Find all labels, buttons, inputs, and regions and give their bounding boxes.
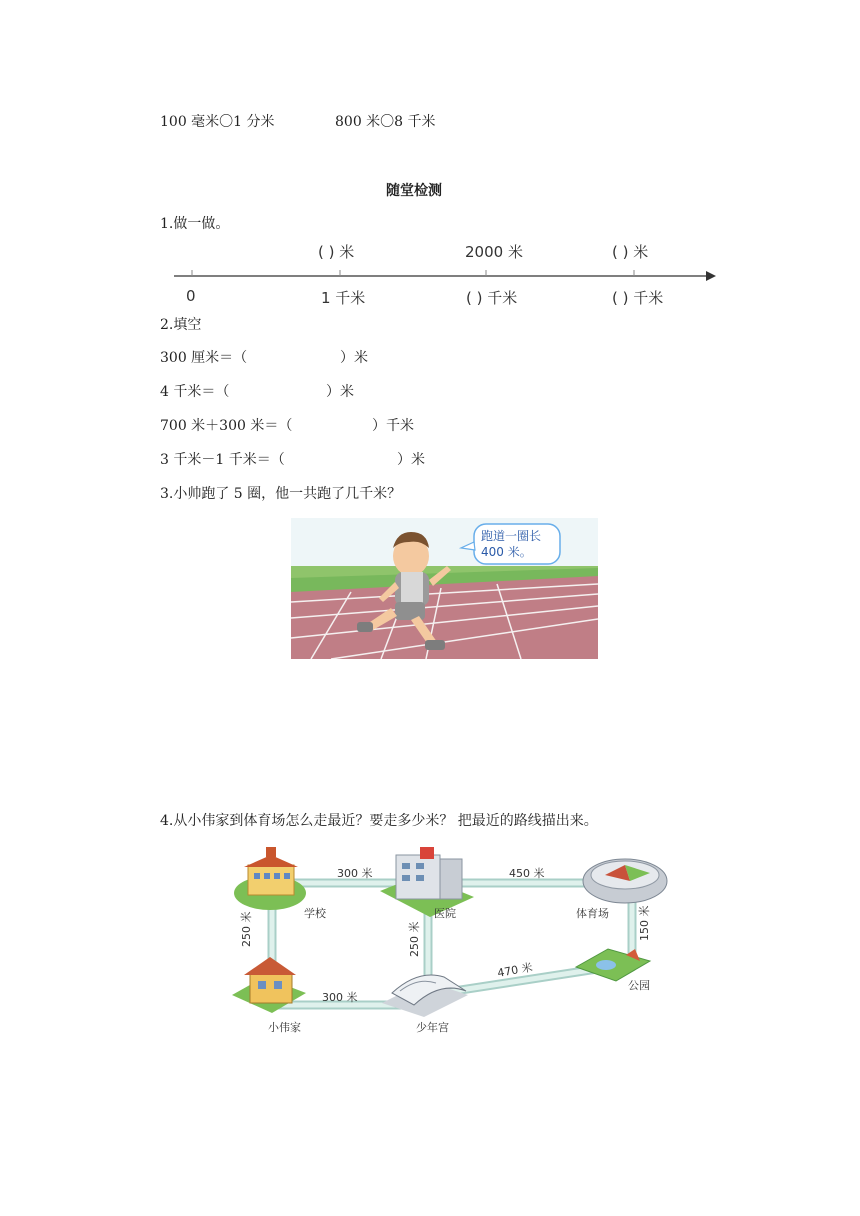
number-line	[170, 266, 720, 286]
youth-palace-building	[382, 975, 468, 1017]
q1-zero: 0	[186, 287, 196, 305]
place-hospital: 医院	[434, 907, 456, 920]
distance-hospital-palace: 250 米	[408, 921, 421, 957]
section-title: 随堂检测	[386, 183, 442, 199]
distance-home-palace: 300 米	[322, 991, 358, 1004]
q2-line-3-suffix: ）千米	[372, 418, 414, 434]
place-park: 公园	[628, 979, 650, 992]
q1-label: 1.做一做。	[160, 216, 230, 232]
distance-hospital-stadium: 450 米	[509, 867, 545, 880]
speech-bubble-line-2: 400 米。	[481, 545, 532, 559]
q2-line-2-prefix: 4 千米＝（	[160, 384, 230, 400]
q2-line-1-prefix: 300 厘米＝（	[160, 350, 248, 366]
distance-stadium-park: 150 米	[638, 905, 651, 941]
q1-one-km: 1 千米	[321, 289, 366, 307]
q2-line-1-suffix: ）米	[340, 350, 368, 366]
distance-school-hospital: 300 米	[337, 867, 373, 880]
q2-line-4-suffix: ）米	[397, 452, 425, 468]
q2-label: 2.填空	[160, 317, 202, 333]
place-home: 小伟家	[268, 1021, 301, 1034]
stadium-building	[583, 859, 667, 903]
place-palace: 少年宫	[416, 1021, 449, 1034]
distance-school-home: 250 米	[240, 911, 253, 947]
q1-top-value: 2000 米	[465, 243, 523, 261]
running-track-illustration	[291, 518, 598, 659]
compare-item-2: 800 米〇8 千米	[335, 114, 436, 130]
q2-line-2-suffix: ）米	[326, 384, 354, 400]
q4-label: 4.从小伟家到体育场怎么走最近？要走多少米？ 把最近的路线描出来。	[160, 813, 598, 829]
q3-label: 3.小帅跑了 5 圈，他一共跑了几千米？	[160, 486, 402, 502]
q1-top-blank-2: ( ) 米	[612, 243, 649, 261]
q1-bottom-blank-2: ( ) 千米	[612, 289, 664, 307]
place-stadium: 体育场	[576, 907, 609, 920]
route-map	[230, 845, 675, 1035]
compare-item-1: 100 毫米〇1 分米	[160, 114, 275, 130]
q2-line-4-prefix: 3 千米－1 千米＝（	[160, 452, 285, 468]
q1-top-blank-1: ( ) 米	[318, 243, 355, 261]
q1-bottom-blank-1: ( ) 千米	[466, 289, 518, 307]
q2-line-3-prefix: 700 米＋300 米＝（	[160, 418, 293, 434]
speech-bubble-line-1: 跑道一圈长	[481, 529, 542, 543]
place-school: 学校	[304, 907, 326, 920]
distance-palace-park: 470 米	[496, 960, 534, 980]
